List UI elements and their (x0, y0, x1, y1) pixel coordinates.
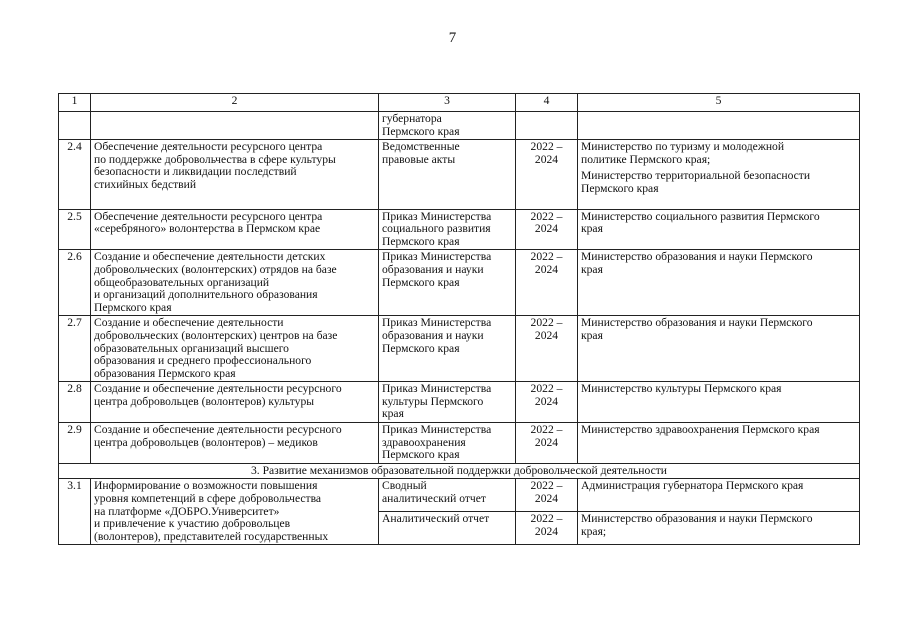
measure-cell: Информирование о возможности повышения уровня компетенций в сфере добровольчества на платформе «ДОБРО.Университет» и привлечение к участию добровольцев (волонтеров), представителей государственных (91, 479, 379, 545)
table-row (59, 382, 860, 423)
row-number: 2.9 (59, 423, 91, 464)
row-number: 2.4 (59, 140, 91, 209)
document-cell: Аналитический отчет (379, 512, 516, 545)
table-row-continuation (59, 112, 860, 140)
section-title: 3. Развитие механизмов образовательной поддержки добровольческой деятельности (59, 463, 860, 479)
responsible-cell: Министерство здравоохранения Пермского края (578, 423, 860, 464)
responsible-cell: Министерство образования и науки Пермского края; (578, 512, 860, 545)
period-cell: 2022 – 2024 (516, 479, 578, 512)
responsible-cell: Министерство культуры Пермского края (578, 382, 860, 423)
table-row (59, 423, 860, 464)
measure-cell: Обеспечение деятельности ресурсного центра по поддержке добровольчества в сфере культуры безопасности и ликвидации последствий стихийных бедствий (91, 140, 379, 209)
table-header-row (59, 94, 860, 112)
responsible-cell: Министерство образования и науки Пермского края (578, 316, 860, 382)
responsible-cell: Министерство социального развития Пермского края (578, 209, 860, 250)
period-cell: 2022 – 2024 (516, 209, 578, 250)
period-cell: 2022 – 2024 (516, 250, 578, 316)
measure-cell: Создание и обеспечение деятельности добровольческих (волонтерских) центров на базе образовательных организаций высшего образования и среднего профессионального образования Пермского края (91, 316, 379, 382)
page-number: 7 (448, 30, 457, 46)
column-header-1: 1 (59, 94, 91, 112)
cell-spacer (581, 196, 856, 208)
table-row (59, 316, 860, 382)
measure-cell: Создание и обеспечение деятельности ресурсного центра добровольцев (волонтеров) культуры (91, 382, 379, 423)
document-cell: Ведомственные правовые акты (379, 140, 516, 209)
responsible-text: Министерство по туризму и молодежной политике Пермского края; (581, 140, 785, 166)
document-cell: Приказ Министерства культуры Пермского края (379, 382, 516, 423)
table-row (59, 209, 860, 250)
responsible-cell: Администрация губернатора Пермского края (578, 479, 860, 512)
document-cell (379, 112, 516, 140)
document-text: губернатора Пермского края (382, 112, 460, 138)
column-header-2: 2 (91, 94, 379, 112)
cell-empty (516, 112, 578, 140)
period-cell: 2022 – 2024 (516, 316, 578, 382)
responsible-cell (578, 140, 860, 209)
cell-empty (59, 112, 91, 140)
column-header-4: 4 (516, 94, 578, 112)
document-cell: Приказ Министерства образования и науки Пермского края (379, 250, 516, 316)
document-cell: Приказ Министерства социального развития Пермского края (379, 209, 516, 250)
period-cell: 2022 – 2024 (516, 512, 578, 545)
row-number: 2.5 (59, 209, 91, 250)
responsible-text: Министерство территориальной безопасности Пермского края (581, 169, 811, 195)
row-number: 2.8 (59, 382, 91, 423)
table-row (59, 140, 860, 209)
measure-cell: Создание и обеспечение деятельности ресурсного центра добровольцев (волонтеров) – медиков (91, 423, 379, 464)
document-cell: Сводный аналитический отчет (379, 479, 516, 512)
row-number: 2.6 (59, 250, 91, 316)
section-row (59, 463, 860, 479)
cell-empty (91, 112, 379, 140)
row-number: 3.1 (59, 479, 91, 545)
document-cell: Приказ Министерства здравоохранения Пермского края (379, 423, 516, 464)
table-row (59, 250, 860, 316)
row-number: 2.7 (59, 316, 91, 382)
document-cell: Приказ Министерства образования и науки Пермского края (379, 316, 516, 382)
period-cell: 2022 – 2024 (516, 140, 578, 209)
measure-cell: Обеспечение деятельности ресурсного центра «серебряного» волонтерства в Пермском крае (91, 209, 379, 250)
cell-empty (578, 112, 860, 140)
activities-table (58, 93, 860, 545)
measure-cell: Создание и обеспечение деятельности детских добровольческих (волонтерских) отрядов на базе общеобразовательных организаций и организаций дополнительного образования Пермского края (91, 250, 379, 316)
period-cell: 2022 – 2024 (516, 423, 578, 464)
responsible-cell: Министерство образования и науки Пермского края (578, 250, 860, 316)
table-row (59, 479, 860, 512)
column-header-5: 5 (578, 94, 860, 112)
period-cell: 2022 – 2024 (516, 382, 578, 423)
column-header-3: 3 (379, 94, 516, 112)
